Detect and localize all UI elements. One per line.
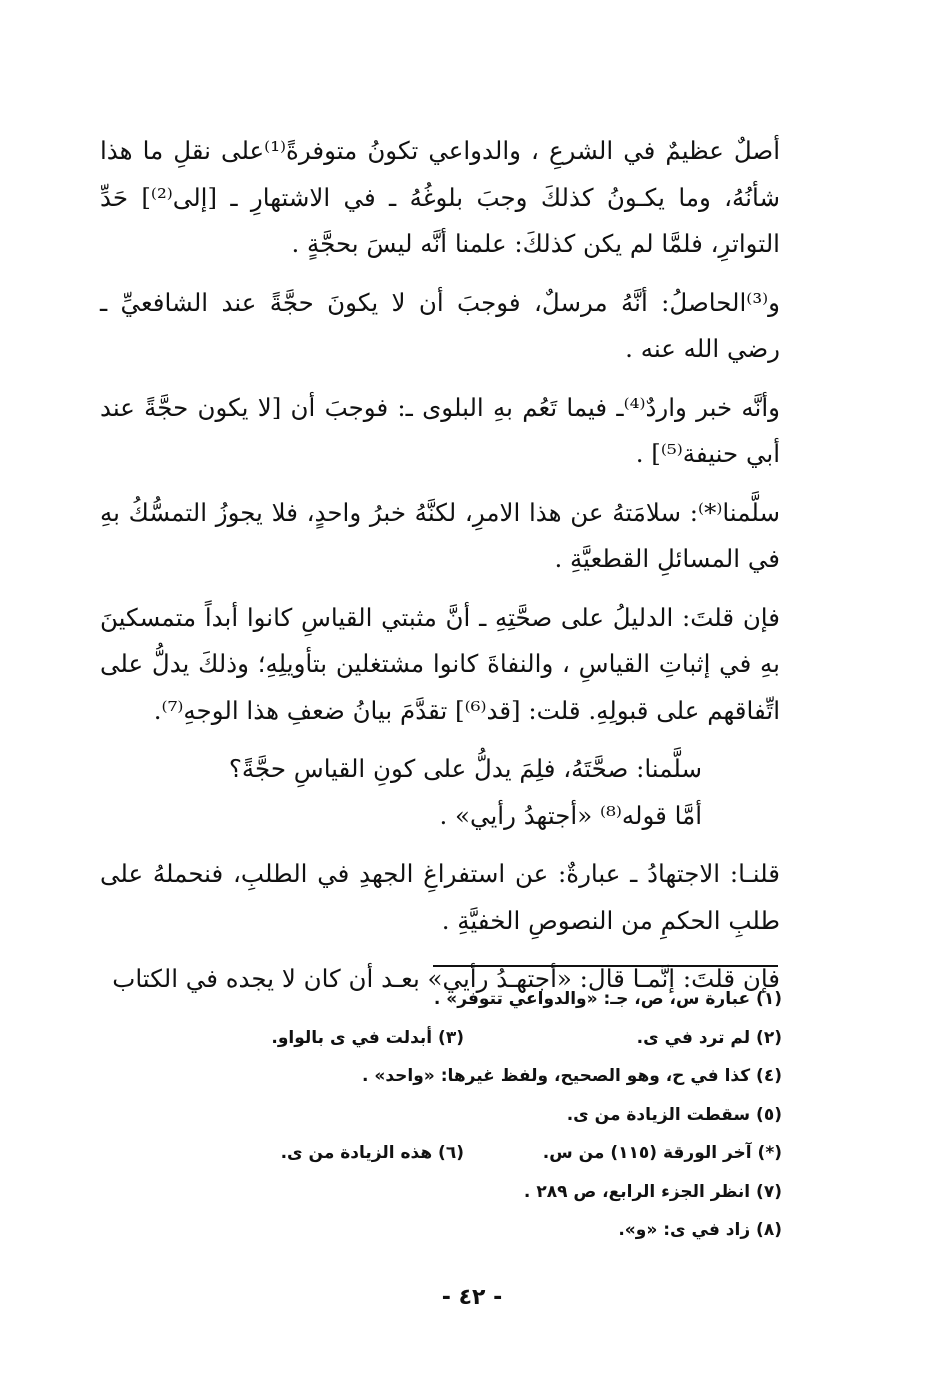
footnote-row	[160, 1211, 782, 1250]
footnote-row	[160, 1096, 782, 1135]
paragraph-4: سلَّمنا⁽*⁾: سلامَتهُ عن هذا الامرِ، لكنَّهُ خبرُ واحدٍ، فلا يجوزُ التمسُّكُ بهِ في المسائلِ القطعيَّةِ .	[100, 497, 780, 573]
footnote-6: (٦) هذه الزيادة من ى.	[280, 1143, 464, 1163]
paragraph-5: فإن قلتَ: الدليلُ على صحَّتِهِ ـ أنَّ مثبتي القياسِ كانوا أبداً متمسكينَ بهِ في إثباتِ القياسِ ، والنفاةَ كانوا مشتغلين بتأويلِهِ؛ وذلكَ يدلُّ على اتِّفاقهم على قبولِهِ. قلت: [قد⁽⁶⁾] تقدَّمَ بيانُ ضعفِ هذا الوجهِ⁽⁷⁾.	[100, 602, 780, 725]
paragraph-9: فإن قلتَ: إنَّمـا قال: «أجتهـدُ رأيي» بعـد أن كان لا يجده في الكتاب	[112, 964, 780, 993]
footnotes	[160, 980, 782, 1250]
footnote-star: (*) آخر الورقة (١١٥) من س.	[542, 1143, 782, 1163]
footnote-3: (٣) أبدلت في ى بالواو.	[271, 1027, 464, 1048]
footnote-row	[160, 980, 782, 1019]
paragraph-3: وأنَّه خبر واردٌ⁽⁴⁾ـ فيما تَعُم بهِ البلوى ـ: فوجبَ أن [لا يكون حجَّةً عند أبي حنيفة⁽⁵⁾] .	[100, 392, 781, 468]
footnote-1: (١) عبارة س، ص، جـ: «والدواعي تتوفر» .	[433, 989, 782, 1009]
paragraph-1: أصلٌ عظيمٌ في الشرعِ ، والدواعي تكونُ متوفرةً⁽¹⁾على نقلِ ما هذا شأنُهُ، وما يكـونُ كذلكَ وجبَ بلوغُهُ ـ في الاشتهارِ ـ [إلى⁽²⁾] حَدِّ التواترِ، فلمَّا لم يكن كذلكَ: علمنا أنَّه ليسَ بحجَّةٍ .	[100, 136, 780, 258]
footnote-row	[160, 1019, 782, 1058]
footnote-8: (٨) زاد في ى: «و».	[618, 1220, 782, 1240]
paragraph-8: قلنـا: الاجتهادُ ـ عبارةٌ: عن استفراغِ الجهدِ في الطلبِ، فنحملهُ على طلبِ الحكمِ من النصوصِ الخفيَّةِ .	[100, 859, 780, 935]
footnote-4: (٤) كذا في ح، وهو الصحيح، ولفظ غيرها: «واحد» .	[361, 1066, 782, 1086]
footnote-row	[160, 1173, 782, 1212]
paragraph-7: أمَّا قوله⁽⁸⁾ «أجتهدُ رأيي» .	[439, 800, 702, 830]
footnote-7: (٧) انظر الجزء الرابع، ص ٢٨٩ .	[523, 1181, 782, 1202]
paragraph-2: و⁽³⁾الحاصلُ: أنَّهُ مرسلٌ، فوجبَ أن لا يكونَ حجَّةً عند الشافعيِّ ـ رضي الله عنه .	[100, 287, 780, 363]
paragraph-6: سلَّمنا: صحَّتَهُ، فلِمَ يدلُّ على كونِ القياسِ حجَّةً؟	[228, 754, 702, 783]
footnote-5: (٥) سقطت الزيادة من ى.	[566, 1104, 782, 1125]
footnote-2: (٢) لم ترد في ى.	[636, 1027, 782, 1048]
footnote-row	[160, 1057, 782, 1096]
footnote-row	[160, 1134, 782, 1173]
footnote-divider	[433, 965, 778, 967]
main-text	[100, 128, 780, 1015]
page-number: - ٤٢ -	[441, 1285, 503, 1310]
